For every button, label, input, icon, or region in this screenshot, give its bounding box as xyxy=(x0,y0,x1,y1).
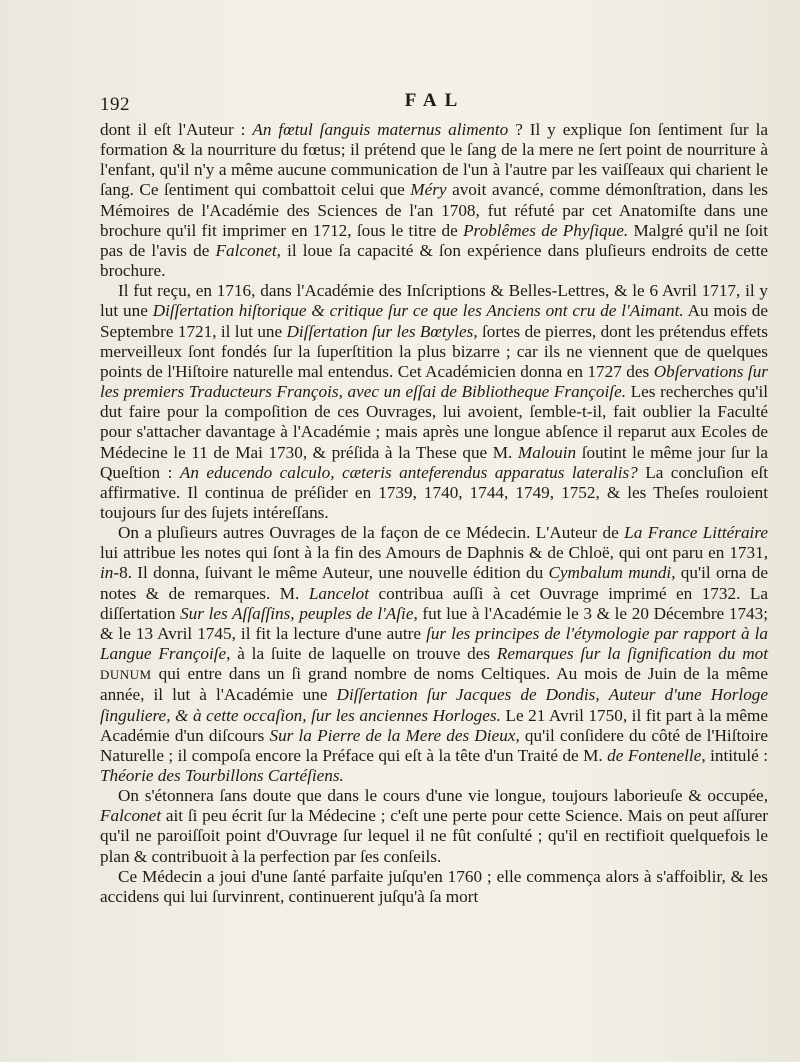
text-run: Ce Médecin a joui d'une ſanté parfaite juſqu'en 1760 ; elle commença alors à s'affoiblir, & les accidens qui lui ſurvinrent, continuerent juſqu'à ſa mort xyxy=(100,866,768,906)
italic-text-run: An educendo calculo, cæteris anteferendus apparatus lateralis? xyxy=(179,462,638,482)
text-run: , ſortes de pierres, dont les prétendus effets merveilleux ſont fondés ſur la ſuperſtition la plus bizarre ; car ils ne viennent que de quelques points de l'Hiſtoire naturelle mal entendus. Cet Académicien donna en 1727 des xyxy=(100,321,768,381)
italic-text-run: Cymbalum mundi xyxy=(548,563,672,583)
text-run: , qu'il conſidere du côté de l'Hiſtoire Naturelle ; il compoſa encore la Préface qui eſt à la tête d'un Traité de M. xyxy=(100,725,768,765)
text-run: -8. Il donna, ſuivant le même Auteur, une nouvelle édition du xyxy=(113,563,549,583)
italic-text-run: in xyxy=(100,563,114,583)
text-run: , xyxy=(338,382,348,402)
italic-text-run: Diſſertation ſur Jacques de Dondis xyxy=(336,685,596,705)
italic-text-run: Diſſertation hiſtorique & critique ſur ce que les Anciens ont cru de l'Aimant. xyxy=(152,301,684,321)
italic-text-run: Remarques ſur la ſignification du mot xyxy=(496,644,769,664)
italic-text-run: An fœtul ſanguis maternus alimento xyxy=(252,120,509,139)
body-text xyxy=(100,120,768,907)
italic-text-run: La France Littéraire xyxy=(624,523,768,543)
text-run: lui attribue les notes qui ſont à la fin des Amours de Daphnis & de Chloë, qui ont paru en 1731, xyxy=(100,543,768,563)
text-run: avoit avancé, comme démonſtration, dans les Mémoires de l'Académie des Sciences de l'an 1708, fut réfuté par cet Anatomiſte dans une brochure qu'il fit imprimer en 1712, ſous le titre de xyxy=(100,180,768,240)
text-run: ? Il y explique ſon ſentiment ſur la formation & la nourriture du fœtus; il prétend que le ſang de la mere ne ſert point de nourriture à l'enfant, qu'il n'y a même aucune communication de l'un à l'autre par les vaiſſeaux qui charient le ſang. Ce ſentiment qui combattoit celui que xyxy=(100,120,768,200)
running-head: FAL xyxy=(404,90,466,111)
text-run: , fut lue à l'Académie le 3 & le 20 Décembre 1743; & le 13 Avril 1745, il fit la lecture d'une autre xyxy=(100,603,768,643)
italic-text-run: Auteur d'une Horloge ſinguliere, & à cette occaſion, ſur les anciennes Horloges. xyxy=(100,685,769,725)
text-run: On a pluſieurs autres Ouvrages de la façon de ce Médecin. L'Auteur de xyxy=(118,523,625,543)
paragraph xyxy=(100,523,768,786)
text-run: Le 21 Avril 1750, il fit part à la même Académie d'un diſcours xyxy=(100,705,768,745)
text-run: , qu'il orna de notes & de remarques. M. xyxy=(100,563,768,603)
text-run: Il fut reçu, en 1716, dans l'Académie des Inſcriptions & Belles-Lettres, & le 6 Avril 1717, il y lut une xyxy=(100,281,768,321)
italic-text-run: Méry xyxy=(410,180,447,200)
italic-text-run: Sur les Aſſaſſins, peuples de l'Aſie xyxy=(180,603,414,623)
text-run: Malgré qu'il ne ſoit pas de l'avis de xyxy=(100,220,768,260)
italic-text-run: de Fontenelle xyxy=(607,745,702,765)
italic-text-run: Obſervations ſur les premiers Traducteurs François xyxy=(100,361,768,402)
text-run: DUNUM xyxy=(100,667,152,683)
italic-text-run: Falconet xyxy=(100,806,162,826)
italic-text-run: Falconet xyxy=(215,240,277,260)
italic-text-run: avec un eſſai de Bibliotheque Françoiſe. xyxy=(347,382,626,402)
italic-text-run: Lancelot xyxy=(308,583,369,603)
text-run: dont il eſt l'Auteur : xyxy=(100,120,253,139)
paragraph xyxy=(100,786,768,867)
paragraph xyxy=(100,281,768,523)
text-run: , intitulé : xyxy=(701,745,769,765)
italic-text-run: Théorie des Tourbillons Cartéſiens. xyxy=(100,766,344,785)
text-run: On s'étonnera ſans doute que dans le cours d'une vie longue, toujours laborieuſe & occupée, xyxy=(118,786,768,806)
italic-text-run: Sur la Pierre de la Mere des Dieux xyxy=(269,725,516,745)
paragraph xyxy=(100,867,768,907)
page-header xyxy=(100,90,770,114)
text-run: , xyxy=(595,685,609,705)
italic-text-run: Problêmes de Phyſique. xyxy=(463,220,629,240)
text-run: , il loue ſa capacité & ſon expérience dans pluſieurs endroits de cette brochure. xyxy=(100,240,768,281)
text-run: qui entre dans un ſi grand nombre de noms Celtiques. Au mois de Juin de la même année, il lut à l'Académie une xyxy=(100,664,768,705)
paragraph xyxy=(100,120,768,281)
text-run: contribua auſſi à cet Ouvrage imprimé en 1732. La diſſertation xyxy=(100,583,769,623)
italic-text-run: Diſſertation ſur les Bœtyles xyxy=(286,321,474,341)
page-number: 192 xyxy=(100,94,130,115)
italic-text-run: Malouin xyxy=(517,442,577,462)
text-run: , à la ſuite de laquelle on trouve des xyxy=(226,644,497,664)
text-run: La concluſion eſt affirmative. Il continua de préſider en 1739, 1740, 1744, 1749, 1752, & les Theſes rouloient toujours ſur des ſujets intéreſſans. xyxy=(100,462,768,522)
text-run: ait ſi peu écrit ſur la Médecine ; c'eſt une perte pour cette Science. Mais on peut aſſurer qu'il ne paroiſſoit point d'Ouvrage ſur lequel il ne fût conſulté ; qu'il en rectifioit quelquefois le plan & contribuoit à la perfection par ſes conſeils. xyxy=(100,806,768,866)
italic-text-run: ſur les principes de l'étymologie par rapport à la Langue Françoiſe xyxy=(100,623,769,664)
text-run: Au mois de Septembre 1721, il lut une xyxy=(100,301,768,341)
text-run: ſoutint le même jour ſur la Queſtion : xyxy=(100,442,768,482)
text-run: Les recherches qu'il dut faire pour la compoſition de ces Ouvrages, lui avoient, ſemble-t-il, fait oublier la Faculté pour s'attacher davantage à l'Académie ; mais après une longue abſence il reparut aux Ecoles de Médecine le 11 de Mai 1730, & préſida à la These que M. xyxy=(100,382,768,462)
